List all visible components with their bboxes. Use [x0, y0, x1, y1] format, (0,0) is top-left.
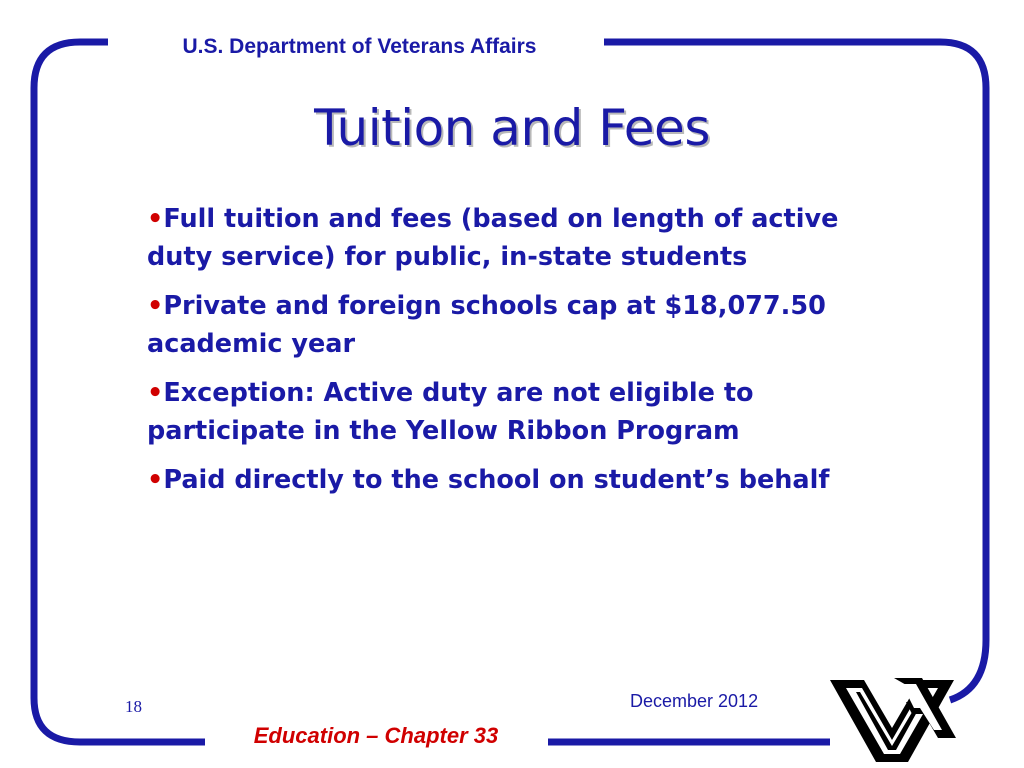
bullet-text: Exception: Active duty are not eligible to participate in the Yellow Ribbon Program [147, 378, 754, 446]
bullet-list [147, 200, 867, 510]
footer-label: Education – Chapter 33 [210, 719, 542, 753]
bullet-text: Paid directly to the school on student’s behalf [163, 465, 830, 495]
agency-header: U.S. Department of Veterans Affairs [122, 32, 597, 62]
bullet-item [147, 200, 867, 276]
slide-title: Tuition and Fees [314, 99, 710, 157]
bullet-text: Private and foreign schools cap at $18,077.50 academic year [147, 291, 826, 359]
bullet-item [147, 461, 867, 499]
page-number: 18 [125, 697, 142, 716]
bullet-marker: • [147, 378, 164, 408]
bullet-marker: • [147, 291, 164, 321]
bullet-text: Full tuition and fees (based on length of active duty service) for public, in-state students [147, 204, 839, 272]
slide-date: December 2012 [630, 691, 759, 711]
bullet-item [147, 374, 867, 450]
bullet-marker: • [147, 465, 164, 495]
bullet-marker: • [147, 204, 164, 234]
bullet-item [147, 287, 867, 363]
va-logo-icon [826, 650, 958, 768]
